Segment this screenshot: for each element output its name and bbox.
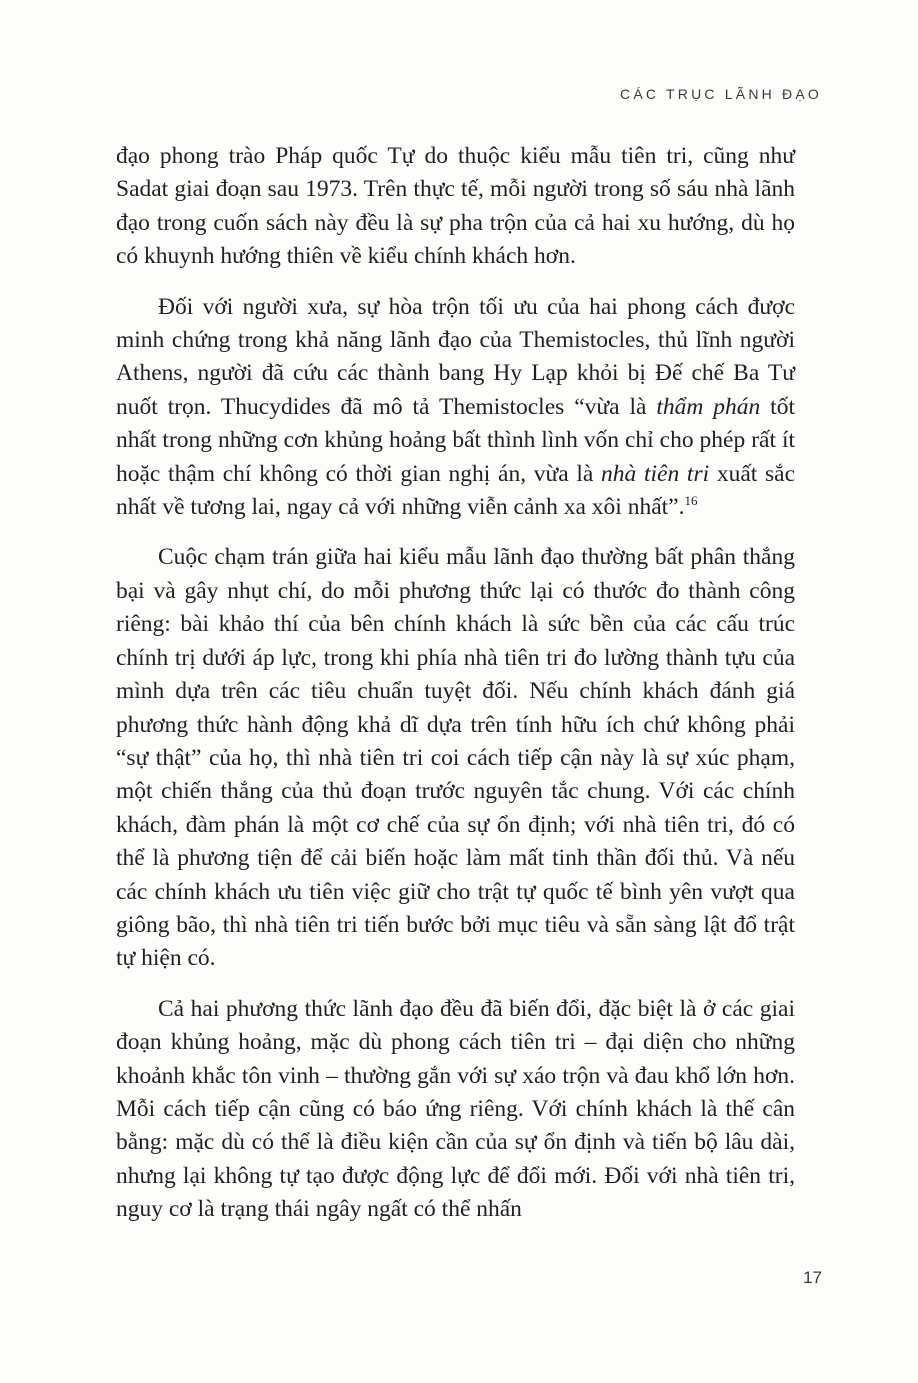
paragraph-2 [116,291,795,525]
paragraph-1: đạo phong trào Pháp quốc Tự do thuộc kiểu mẫu tiên tri, cũng như Sadat giai đoạn sau 1973. Trên thực tế, mỗi người trong số sáu nhà lãnh đạo trong cuốn sách này đều là sự pha trộn của cả hai xu hướng, dù họ có khuynh hướng thiên về kiểu chính khách hơn. [116,143,795,270]
paragraph-2-part-1: Đối với người xưa, sự hòa trộn tối ưu của hai phong cách được minh chứng trong khả năng lãnh đạo của Themistocles, thủ lĩnh người Athens, người đã cứu các thành bang Hy Lạp khỏi bị Đế chế Ba Tư nuốt trọn. Thucydides đã mô tả Themistocles “vừa là [116,293,795,420]
body-text [116,140,795,1227]
footnote-reference: 16 [684,493,698,509]
italic-term-tham-phan: thẩm phán [656,393,761,420]
running-header: CÁC TRỤC LÃNH ĐẠO [620,86,822,102]
italic-term-nha-tien-tri: nhà tiên tri [601,460,710,487]
paragraph-2-part-2: tốt nhất trong những cơn khủng hoảng bất thình lình vốn chỉ cho phép rất ít hoặc thậm chí không có thời gian nghị án, vừa là [116,393,795,487]
paragraph-4: Cả hai phương thức lãnh đạo đều đã biến đổi, đặc biệt là ở các giai đoạn khủng hoảng, mặc dù phong cách tiên tri – đại diện cho những khoảnh khắc tôn vinh – thường gắn với sự xáo trộn và đau khổ lớn hơn. Mỗi cách tiếp cận cũng có báo ứng riêng. Với chính khách là thế cân bằng: mặc dù có thể là điều kiện cần của sự ổn định và tiến bộ lâu dài, nhưng lại không tự tạo được động lực để đổi mới. Đối với nhà tiên tri, nguy cơ là trạng thái ngây ngất có thể nhấn [116,995,795,1223]
paragraph-3: Cuộc chạm trán giữa hai kiểu mẫu lãnh đạo thường bất phân thắng bại và gây nhụt chí, do mỗi phương thức lại có thước đo thành công riêng: bài khảo thí của bên chính khách là sức bền của các cấu trúc chính trị dưới áp lực, trong khi phía nhà tiên tri đo lường thành tựu của mình dựa trên các tiêu chuẩn tuyệt đối. Nếu chính khách đánh giá phương thức hành động khả dĩ dựa trên tính hữu ích chứ không phải “sự thật” của họ, thì nhà tiên tri coi cách tiếp cận này là sự xúc phạm, một chiến thắng của thủ đoạn trước nguyên tắc chung. Với các chính khách, đàm phán là một cơ chế của sự ổn định; với nhà tiên tri, đó có thể là phương tiện để cải biến hoặc làm mất tinh thần đối thủ. Và nếu các chính khách ưu tiên việc giữ cho trật tự quốc tế bình yên vượt qua giông bão, thì nhà tiên tri tiến bước bởi mục tiêu và sẵn sàng lật đổ trật tự hiện có. [116,544,795,972]
paragraph-2-part-3: xuất sắc nhất về tương lai, ngay cả với những viễn cảnh xa xôi nhất”. [116,460,795,521]
page-number: 17 [803,1268,822,1287]
